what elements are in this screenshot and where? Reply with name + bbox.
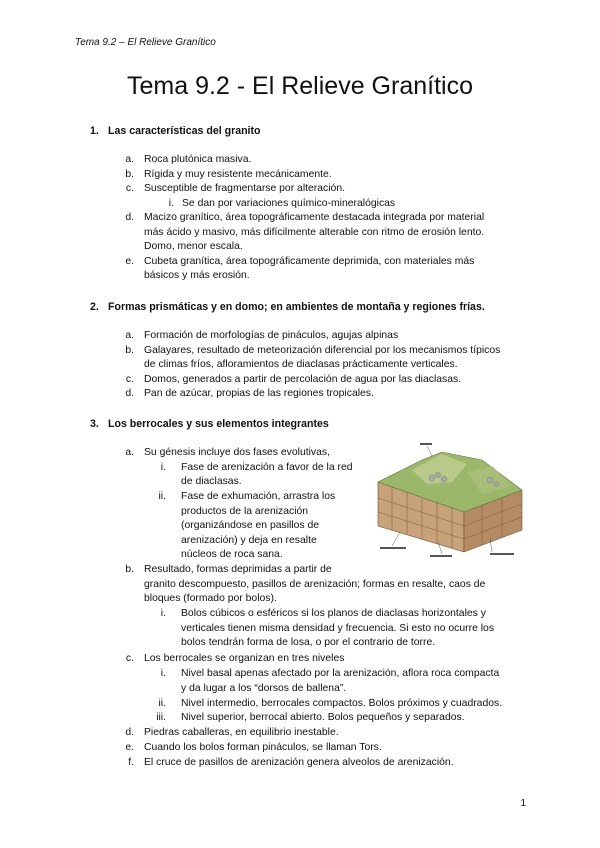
list-item: (organizándose en pasillos de: [181, 520, 320, 531]
list-label: ii.: [158, 491, 166, 502]
list-item: básicos y más erosión.: [144, 270, 250, 281]
list-item: El cruce de pasillos de arenización genera alveolos de arenización.: [144, 757, 454, 768]
page-title: Tema 9.2 - El Relieve Granítico: [127, 72, 473, 100]
list-item: Domo, menor escala.: [144, 241, 243, 252]
list-item: Formación de morfologías de pináculos, agujas alpinas: [144, 330, 399, 341]
list-item: Susceptible de fragmentarse por alteración.: [144, 183, 345, 194]
list-label: d.: [125, 212, 134, 223]
list-label: d.: [125, 388, 134, 399]
list-label: e.: [125, 256, 134, 267]
list-item: Nivel basal apenas afectado por la arenización, aflora roca compacta: [181, 668, 500, 679]
list-item: granito descompuesto, pasillos de arenización; formas en resalte, caos de: [144, 579, 486, 590]
list-label: iii.: [156, 712, 166, 723]
list-item: de diaclasas.: [181, 476, 242, 487]
list-item: Rígida y muy resistente mecánicamente.: [144, 169, 332, 180]
list-label: f.: [128, 757, 134, 768]
list-item: Nivel superior, berrocal abierto. Bolos pequeños y separados.: [181, 712, 465, 723]
list-item: Los berrocales se organizan en tres niveles: [144, 653, 345, 664]
list-item: Se dan por variaciones químico-mineralógicas: [182, 198, 396, 209]
list-label: e.: [125, 742, 134, 753]
list-label: a.: [125, 330, 134, 341]
list-label: i.: [160, 668, 166, 679]
running-header: Tema 9.2 – El Relieve Granítico: [75, 37, 216, 48]
list-label: i.: [160, 462, 166, 473]
list-item: Domos, generados a partir de percolación de agua por las diaclasas.: [144, 374, 462, 385]
list-item: Roca plutónica masiva.: [144, 154, 252, 165]
list-item: Piedras caballeras, en equilibrio inestable.: [144, 727, 339, 738]
section-1-heading: 1. Las características del granito: [90, 125, 261, 137]
list-item: Su génesis incluye dos fases evolutivas,: [144, 447, 330, 458]
list-item: Nivel intermedio, berrocales compactos. Bolos próximos y cuadrados.: [181, 698, 503, 709]
list-label: b.: [125, 564, 134, 575]
list-label: ii.: [158, 698, 166, 709]
list-item: más ácido y masivo, más difícilmente alterable con ritmo de erosión lento.: [144, 227, 485, 238]
list-label: b.: [125, 345, 134, 356]
section-2-heading: 2. Formas prismáticas y en domo; en ambientes de montaña y regiones frías.: [90, 301, 485, 313]
list-label: i.: [160, 608, 166, 619]
list-item: Galayares, resultado de meteorización diferencial por los mecanismos típicos: [144, 345, 501, 356]
list-label: i.: [168, 198, 174, 209]
list-item: Fase de arenización a favor de la red: [181, 462, 353, 473]
list-item: de climas fríos, afloramientos de diaclasas prácticamente verticales.: [144, 359, 458, 370]
list-label: a.: [125, 154, 134, 165]
list-label: b.: [125, 169, 134, 180]
granite-block-diagram: [372, 442, 532, 562]
list-item: Cuando los bolos forman pináculos, se llaman Tors.: [144, 742, 382, 753]
list-item: Macizo granítico, área topográficamente destacada integrada por material: [144, 212, 485, 223]
list-label: c.: [125, 183, 134, 194]
list-label: a.: [125, 447, 134, 458]
list-item: núcleos de roca sana.: [181, 549, 283, 560]
list-label: d.: [125, 727, 134, 738]
list-item: Resultado, formas deprimidas a partir de: [144, 564, 332, 575]
list-label: c.: [125, 653, 134, 664]
list-item: Fase de exhumación, arrastra los: [181, 491, 336, 502]
list-item: Cubeta granítica, área topográficamente deprimida, con materiales más: [144, 256, 475, 267]
page-number: 1: [520, 798, 526, 809]
list-item: verticales tienen misma densidad y frecuencia. Si esto no ocurre los: [181, 623, 495, 634]
list-item: bolos tendrán forma de losa, o por el contrario de torre.: [181, 637, 436, 648]
list-item: productos de la arenización: [181, 506, 309, 517]
list-item: arenización) y deja en resalte: [181, 535, 317, 546]
list-item: Pan de azúcar, propias de las regiones tropicales.: [144, 388, 374, 399]
list-item: y da lugar a los “dorsos de ballena”.: [181, 683, 347, 694]
list-item: bloques (formado por bolos).: [144, 593, 277, 604]
list-item: Bolos cúbicos o esféricos si los planos de diaclasas horizontales y: [181, 608, 486, 619]
section-3-heading: 3. Los berrocales y sus elementos integrantes: [90, 418, 329, 430]
list-label: c.: [125, 374, 134, 385]
